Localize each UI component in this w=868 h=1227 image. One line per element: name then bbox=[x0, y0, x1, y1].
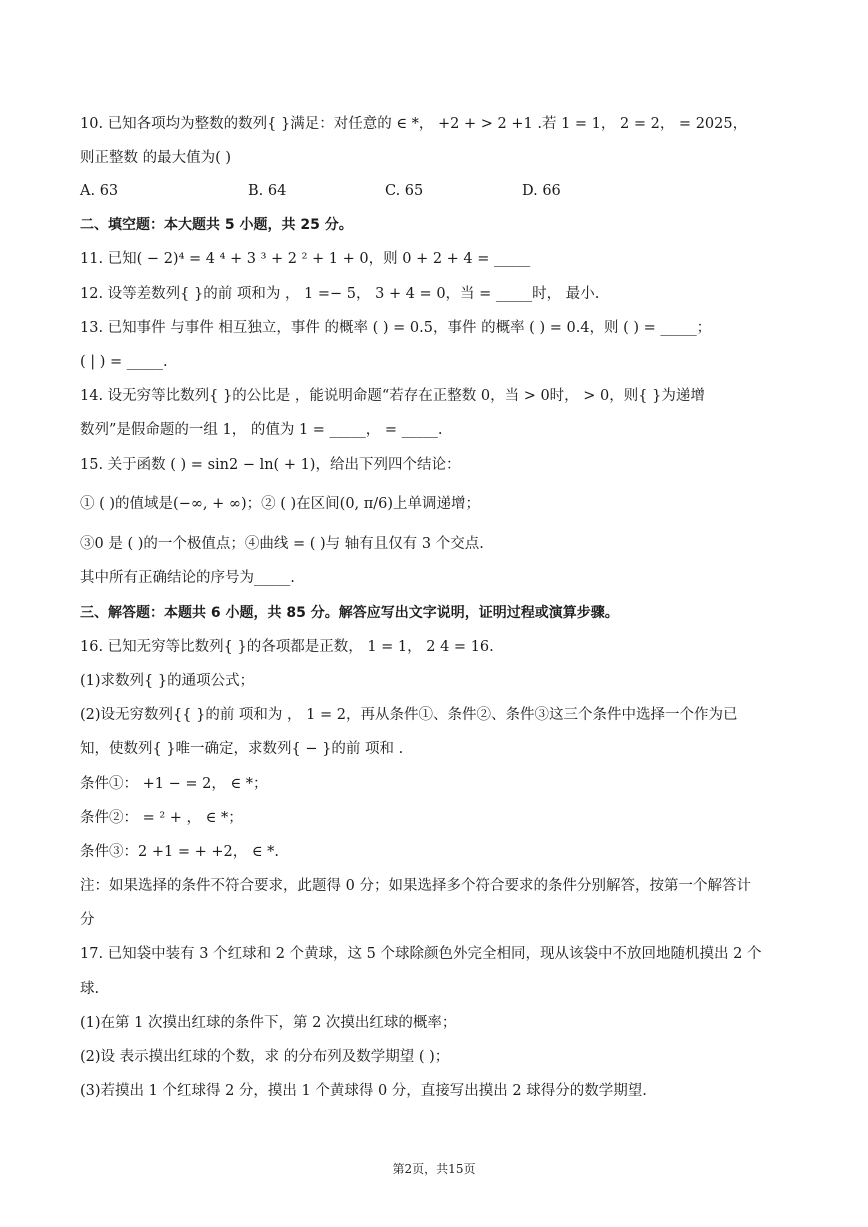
question-17-line-4: (2)设 表示摸出红球的个数，求 的分布列及数学期望 ( )； bbox=[80, 1049, 450, 1065]
question-17-line-1: 17. 已知袋中装有 3 个红球和 2 个黄球，这 5 个球除颜色外完全相同，现从该袋中不放回地随机摸出 2 个 bbox=[80, 946, 762, 962]
question-16-line-4: 知，使数列{ }唯一确定，求数列{ − }的前 项和 . bbox=[80, 741, 404, 757]
question-17-line-5: (3)若摸出 1 个红球得 2 分，摸出 1 个黄球得 0 分，直接写出摸出 2 球得分的数学期望. bbox=[80, 1083, 647, 1099]
question-16-line-3: (2)设无穷数列{{ }的前 项和为 ， 1 = 2，再从条件①、条件②、条件③这三个条件中选择一个作为已 bbox=[80, 707, 738, 723]
question-13-line-2: ( | ) = _____. bbox=[80, 354, 168, 370]
question-10-line-2: 则正整数 的最大值为( ) bbox=[80, 150, 232, 166]
section-2-heading: 二、填空题：本大题共 5 小题，共 25 分。 bbox=[80, 217, 353, 233]
question-14-line-1: 14. 设无穷等比数列{ }的公比是 ，能说明命题“若存在正整数 0，当 > 0时， > 0，则{ }为递增 bbox=[80, 388, 705, 404]
question-12: 12. 设等差数列{ }的前 项和为 ， 1 =− 5， 3 + 4 = 0，当 = _____时， 最小. bbox=[80, 286, 600, 302]
page-footer: 第2页，共15页 bbox=[392, 1162, 476, 1176]
option-a: A. 63 bbox=[80, 183, 119, 199]
question-10-line-1: 10. 已知各项均为整数的数列{ }满足：对任意的 ∈ *， +2 + > 2 +1 .若 1 = 1， 2 = 2， = 2025， bbox=[80, 116, 748, 132]
option-b: B. 64 bbox=[248, 183, 287, 199]
question-16-condition-2: 条件②： = ² + ， ∈ *； bbox=[80, 810, 243, 826]
question-16-line-1: 16. 已知无穷等比数列{ }的各项都是正数， 1 = 1， 2 4 = 16. bbox=[80, 639, 494, 655]
question-16-condition-3: 条件③：2 +1 = + +2， ∈ *. bbox=[80, 844, 280, 860]
question-15-line-3: ③0 是 ( )的一个极值点；④曲线 = ( )与 轴有且仅有 3 个交点. bbox=[80, 536, 484, 552]
option-d: D. 66 bbox=[522, 183, 561, 199]
section-3-heading: 三、解答题：本题共 6 小题，共 85 分。解答应写出文字说明，证明过程或演算步骤。 bbox=[80, 605, 619, 621]
question-16-line-2: (1)求数列{ }的通项公式； bbox=[80, 673, 255, 689]
option-c: C. 65 bbox=[385, 183, 424, 199]
question-17-line-2: 球. bbox=[80, 981, 100, 997]
question-13-line-1: 13. 已知事件 与事件 相互独立，事件 的概率 ( ) = 0.5，事件 的概率 ( ) = 0.4，则 ( ) = _____； bbox=[80, 320, 712, 336]
question-17-line-3: (1)在第 1 次摸出红球的条件下，第 2 次摸出红球的概率； bbox=[80, 1015, 457, 1031]
question-15-line-1: 15. 关于函数 ( ) = sin2 − ln( + 1)，给出下列四个结论： bbox=[80, 457, 461, 473]
question-10-options bbox=[80, 181, 818, 201]
question-16-note-line-2: 分 bbox=[80, 912, 95, 928]
question-11: 11. 已知( − 2)⁴ = 4 ⁴ + 3 ³ + 2 ² + 1 + 0，则 0 + 2 + 4 = _____ bbox=[80, 251, 531, 267]
question-14-line-2: 数列”是假命题的一组 1， 的值为 1 = _____， = _____. bbox=[80, 422, 443, 438]
question-15-line-2: ① ( )的值域是(−∞, + ∞)；② ( )在区间(0, π/6)上单调递增； bbox=[80, 496, 481, 512]
question-16-condition-1: 条件①： +1 − = 2， ∈ *； bbox=[80, 776, 268, 792]
question-15-line-4: 其中所有正确结论的序号为_____. bbox=[80, 570, 295, 586]
question-16-note-line-1: 注：如果选择的条件不符合要求，此题得 0 分；如果选择多个符合要求的条件分别解答，按第一个解答计 bbox=[80, 878, 751, 894]
